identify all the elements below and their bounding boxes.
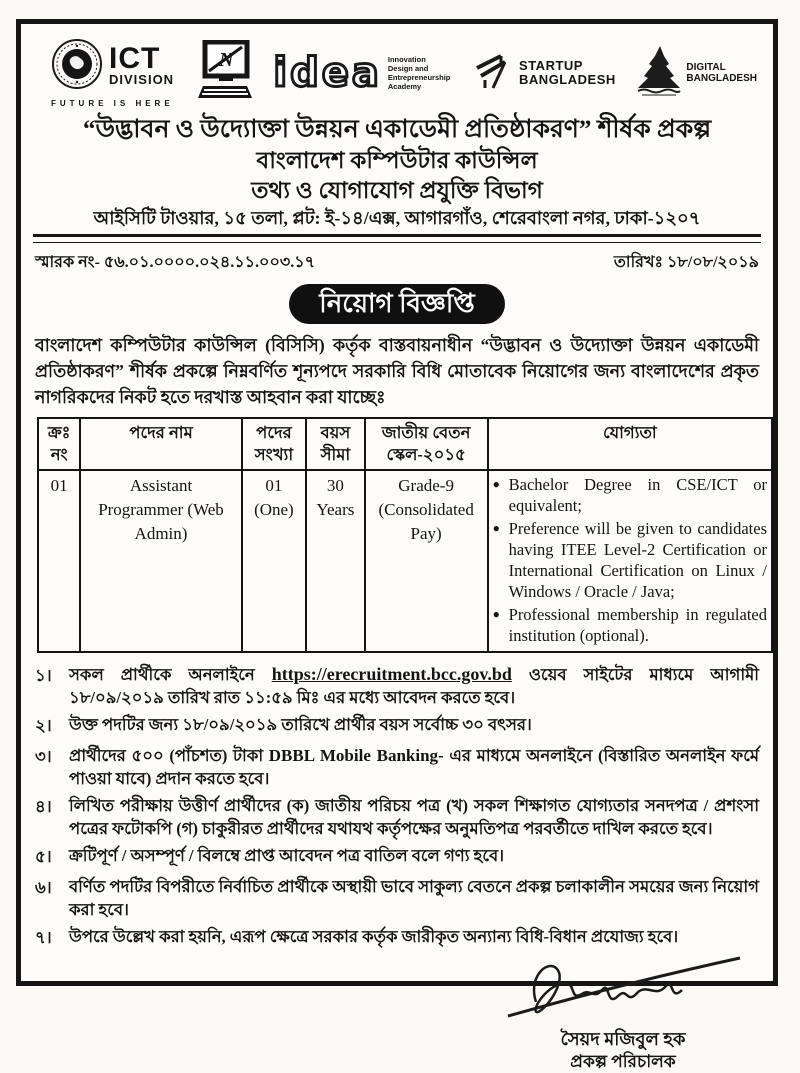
col-header-qualification: যোগ্যতা [488, 418, 772, 470]
idea-academy-logo [273, 50, 451, 96]
monument-tree-icon [636, 44, 682, 103]
idea-wordmark: idea [273, 50, 382, 96]
cell-age: 30 Years [306, 470, 364, 652]
condition-number: ৭। [35, 928, 52, 947]
conditions-list [33, 663, 761, 952]
intro-paragraph: বাংলাদেশ কম্পিউটার কাউন্সিল (বিসিসি) কর্তৃক বাস্তবায়নাধীন “উদ্ভাবন ও উদ্যোক্তা উন্নয়ন একাডেমী প্রতিষ্ঠাকরণ” শীর্ষক প্রকল্পে নিম্নবর্ণিত শূন্যপদে সরকারি বিধি মোতাবেক নিয়োগের জন্য বাংলাদেশের প্রকৃত নাগরিকদের নিকট হতে দরখাস্ত আহবান করা যাচ্ছেঃ [35, 335, 759, 407]
col-header-age: বয়স সীমা [306, 418, 364, 470]
startup-bangladesh-logo [471, 50, 616, 97]
condition-number: ৪। [35, 797, 52, 816]
vacancy-table [37, 417, 773, 653]
signature-block [473, 950, 773, 1073]
col-header-sl: ক্রঃ নং [38, 418, 80, 470]
idea-line: Innovation [387, 55, 426, 64]
memo-number: স্মারক নং- ৫৬.০১.০০০০.০২৪.১১.০০৩.১৭ [35, 254, 316, 271]
signatory-designation: প্রকল্প পরিচালক [570, 1052, 676, 1071]
ict-logo-tagline: FUTURE IS HERE [51, 99, 174, 108]
table-header-row [38, 418, 772, 470]
digital-bangladesh-logo [636, 44, 757, 103]
qualification-item: ● Professional membership in regulated institution (optional). [493, 604, 767, 646]
signature-image [473, 950, 773, 1028]
svg-text:N: N [218, 48, 234, 71]
ict-logo-subtitle: DIVISION [109, 72, 175, 87]
qualification-item: ● Bachelor Degree in CSE/ICT or equivalent; [493, 474, 767, 516]
condition-item-3: ৩। প্রার্থীদের ৫০০ (পাঁচশত) টাকা DBBL Mobile Banking- এর মাধ্যমে অনলাইনে (বিস্তারিত অনলাইন ফর্মে পাওয়া যাবে) প্রদান করতে হবে। [35, 746, 760, 788]
ict-division-logo [51, 38, 174, 108]
condition-item-2: ২। উক্ত পদটির জন্য ১৮/০৯/২০১৯ তারিখে প্রার্থীর বয়স সর্বোচ্চ ৩০ বৎসর। [35, 713, 759, 740]
condition-item-1: ১। সকল প্রার্থীকে অনলাইনে https://erecruitment.bcc.gov.bd ওয়েব সাইটের মাধ্যমে আগামী ১৮/০৯/২০১৯ তারিখ রাত ১১:৫৯ মিঃ এর মধ্যে আবেদন করতে হবে। [35, 664, 759, 707]
govt-seal-icon [51, 38, 103, 95]
qualification-item: ● Preference will be given to candidates having ITEE Level-2 Certification or International Certification on Linux / Windows / Oracle / Java; [493, 518, 767, 602]
bcc-computer-icon [195, 40, 253, 107]
col-header-scale: জাতীয় বেতন স্কেল-২০১৫ [365, 418, 488, 470]
digital-line1: DIGITAL [686, 62, 726, 73]
dbbl-mobile-banking-text: DBBL Mobile Banking- [268, 746, 444, 765]
condition-item-7: ৭। উপরে উল্লেখ করা হয়নি, এরূপ ক্ষেত্রে সরকার কর্তৃক জারীকৃত অন্যান্য বিধি-বিধান প্রযোজ্য হবে। [35, 925, 759, 952]
condition-item-6: ৬। বর্ণিত পদটির বিপরীতে নির্বাচিত প্রার্থীকে অস্থায়ী ভাবে সাকুল্য বেতনে প্রকল্প চলাকালীন সময়ের জন্য নিয়োগ করা হবে। [35, 877, 759, 919]
cell-sl: 01 [38, 470, 80, 652]
idea-line: Academy [387, 82, 422, 91]
startup-line1: STARTUP [519, 58, 583, 73]
signatory-name: সৈয়দ মজিবুল হক [560, 1029, 686, 1049]
memo-date: তারিখঃ ১৮/০৮/২০১৯ [613, 254, 759, 271]
header-divider [33, 234, 761, 243]
address-line: আইসিটি টাওয়ার, ১৫ তলা, প্লট: ই-১৪/এক্স, আগারগাঁও, শেরেবাংলা নগর, ঢাকা-১২০৭ [93, 208, 701, 228]
table-row [38, 470, 772, 652]
memo-row [33, 247, 761, 278]
title-block [33, 114, 761, 231]
condition-number: ৩। [35, 747, 52, 766]
condition-item-5: ৫। ক্রটিপূর্ণ / অসম্পূর্ণ / বিলম্বে প্রাপ্ত আবেদন পত্র বাতিল বলে গণ্য হবে। [35, 844, 759, 871]
cell-qualifications [488, 470, 772, 652]
cell-post: Assistant Programmer (Web Admin) [80, 470, 241, 652]
condition-item-4: ৪। লিখিত পরীক্ষায় উত্তীর্ণ প্রার্থীদের (ক) জাতীয় পরিচয় পত্র (খ) সকল শিক্ষাগত যোগ্যতার সনদপত্র / প্রশংসা পত্রের ফটোকপি (গ) চাকুরীরত প্রার্থীদের যথাযথ কর্তৃপক্ষের অনুমতিপত্র পরবর্তীতে দাখিল করতে হবে। [35, 796, 759, 838]
recruitment-url-link[interactable]: https://erecruitment.bcc.gov.bd [271, 664, 512, 684]
idea-line: Design and [387, 64, 429, 73]
condition-number: ২। [35, 716, 52, 735]
col-header-vacancy: পদের সংখ্যা [242, 418, 307, 470]
col-header-post: পদের নাম [80, 418, 241, 470]
cell-scale: Grade-9 (Consolidated Pay) [365, 470, 488, 652]
digital-line2: BANGLADESH [686, 73, 757, 84]
division-name: তথ্য ও যোগাযোগ প্রযুক্তি বিভাগ [251, 178, 543, 203]
condition-number: ১। [35, 666, 52, 685]
startup-line2: BANGLADESH [519, 72, 616, 87]
ict-logo-title: ICT [109, 42, 161, 75]
document-frame [16, 19, 778, 1071]
condition-number: ৬। [35, 878, 52, 897]
condition-number: ৫। [35, 847, 52, 866]
header-logos [33, 32, 761, 112]
project-title: “উদ্ভাবন ও উদ্যোক্তা উন্নয়ন একাডেমী প্রতিষ্ঠাকরণ” শীর্ষক প্রকল্প [82, 116, 712, 143]
notice-title-badge: নিয়োগ বিজ্ঞপ্তি [289, 284, 504, 324]
organization-name: বাংলাদেশ কম্পিউটার কাউন্সিল [256, 148, 538, 173]
idea-line: Entrepreneurship [387, 73, 451, 82]
startup-arrow-icon [471, 50, 513, 97]
cell-vacancy: 01 (One) [242, 470, 307, 652]
